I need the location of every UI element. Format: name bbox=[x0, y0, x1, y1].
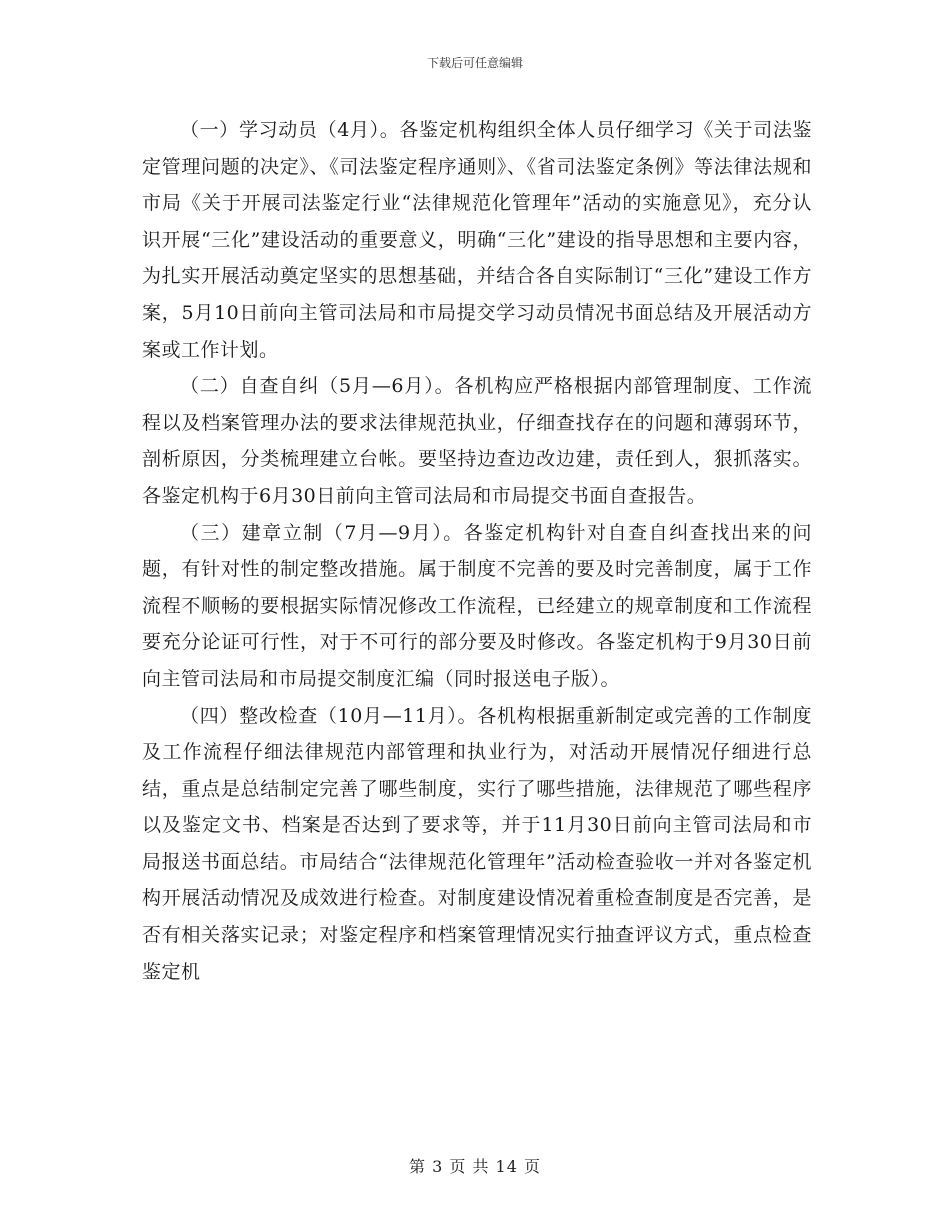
paragraph-rectification-check: （四）整改检查（10月—11月）。各机构根据重新制定或完善的工作制度及工作流程仔细法律规范内部管理和执业行为，对活动开展情况仔细进行总结，重点是总结制定完善了哪些制度，实行了哪些措施，法律规范了哪些程序以及鉴定文书、档案是否达到了要求等，并于11月30日前向主管司法局和市局报送书面总结。市局结合“法律规范化管理年”活动检查验收一并对各鉴定机构开展活动情况及成效进行检查。对制度建设情况着重检查制度是否完善，是否有相关落实记录；对鉴定程序和档案管理情况实行抽查评议方式，重点检查鉴定机 bbox=[142, 704, 812, 983]
page-number: 第 3 页 共 14 页 bbox=[409, 1157, 541, 1176]
paragraph-rule-making: （三）建章立制（7月—9月）。各鉴定机构针对自查自纠查找出来的问题，有针对性的制定整改措施。属于制度不完善的要及时完善制度，属于工作流程不顺畅的要根据实际情况修改工作流程，已经建立的规章制度和工作流程要充分论证可行性，对于不可行的部分要及时修改。各鉴定机构于9月30日前向主管司法局和市局提交制度汇编（同时报送电子版）。 bbox=[142, 521, 812, 690]
paragraph-self-inspection: （二）自查自纠（5月—6月）。各机构应严格根据内部管理制度、工作流程以及档案管理办法的要求法律规范执业，仔细查找存在的问题和薄弱环节，剖析原因，分类梳理建立台帐。要坚持边查边改边建，责任到人，狠抓落实。各鉴定机构于6月30日前向主管司法局和市局提交书面自查报告。 bbox=[142, 375, 812, 507]
document-body bbox=[142, 112, 812, 990]
paragraph-study-mobilization: （一）学习动员（4月）。各鉴定机构组织全体人员仔细学习《关于司法鉴定管理问题的决定》、《司法鉴定程序通则》、《省司法鉴定条例》等法律法规和市局《关于开展司法鉴定行业“法律规范化管理年”活动的实施意见》，充分认识开展“三化”建设活动的重要意义，明确“三化”建设的指导思想和主要内容，为扎实开展活动奠定坚实的思想基础，并结合各自实际制订“三化”建设工作方案，5月10日前向主管司法局和市局提交学习动员情况书面总结及开展活动方案或工作计划。 bbox=[142, 119, 812, 361]
page-header: 下载后可任意编辑 bbox=[426, 56, 523, 70]
